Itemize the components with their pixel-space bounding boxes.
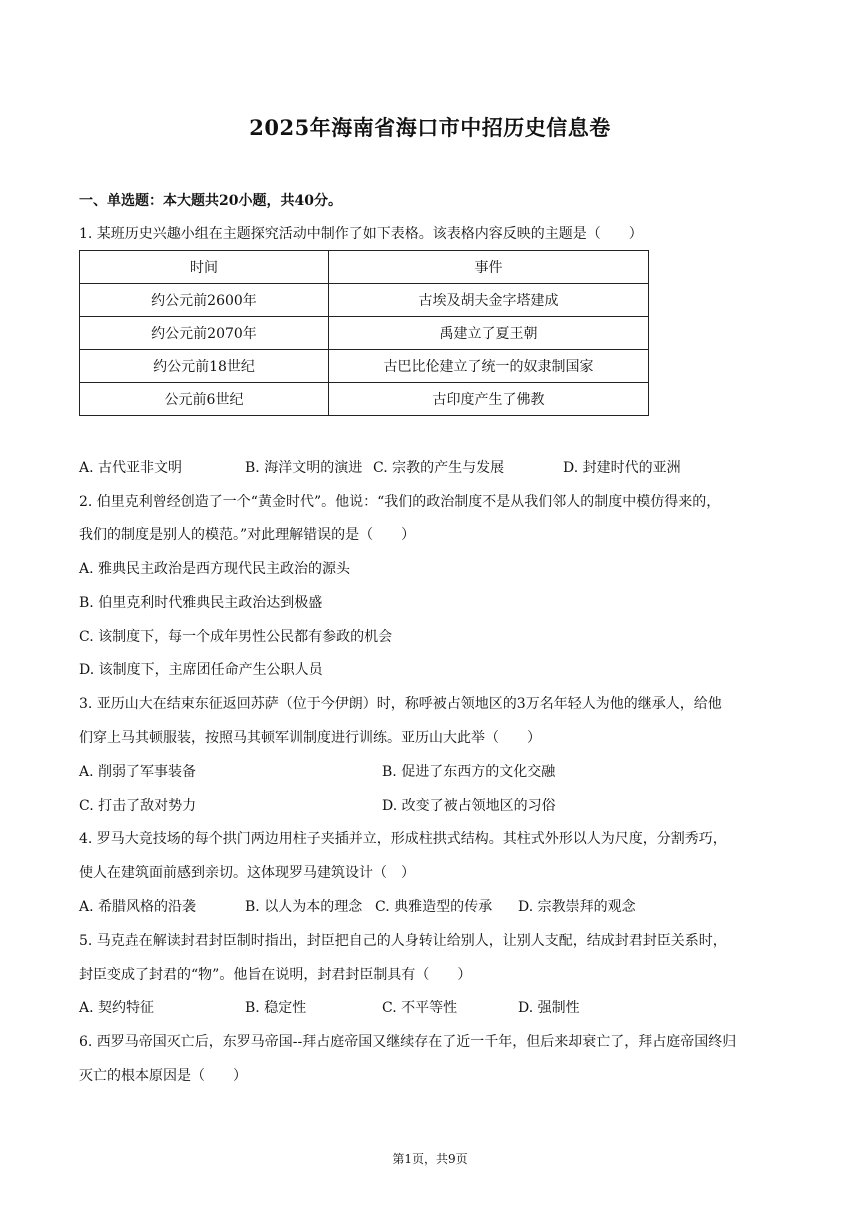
question-5-option-d: D. 强制性 [518, 1000, 580, 1016]
question-6-stem-line: 6. 西罗马帝国灭亡后，东罗马帝国--拜占庭帝国又继续存在了近一千年，但后来却衰亡了，拜占庭帝国终归 [79, 1034, 737, 1050]
table-cell: 约公元前2070年 [80, 317, 329, 350]
table-row [80, 284, 649, 317]
question-6-stem-line: 灭亡的根本原因是（ ） [79, 1068, 247, 1084]
question-5-stem-line: 封臣变成了封君的“物”。他旨在说明，封君封臣制具有（ ） [79, 967, 472, 983]
question-1-table [79, 250, 649, 416]
question-1-option-a: A. 古代亚非文明 [79, 460, 183, 476]
question-4-option-d: D. 宗教崇拜的观念 [518, 899, 636, 915]
question-1-option-c: C. 宗教的产生与发展 [373, 460, 505, 476]
question-3-option-a: A. 削弱了军事装备 [79, 764, 197, 780]
question-2-stem-line: 我们的制度是别人的模范。”对此理解错误的是（ ） [79, 527, 416, 543]
table-row [80, 383, 649, 416]
question-4-option-a: A. 希腊风格的沿袭 [79, 899, 197, 915]
table-cell: 禹建立了夏王朝 [329, 317, 649, 350]
table-row [80, 350, 649, 383]
question-5-option-b: B. 稳定性 [245, 1000, 307, 1016]
page-footer: 第1页，共9页 [392, 1152, 468, 1166]
question-2-option-d: D. 该制度下，主席团任命产生公职人员 [79, 662, 323, 678]
section-heading: 一、单选题：本大题共20小题，共40分。 [79, 193, 342, 209]
table-header-cell: 事件 [329, 251, 649, 284]
question-3-option-d: D. 改变了被占领地区的习俗 [382, 798, 556, 814]
page-title: 2025年海南省海口市中招历史信息卷 [249, 115, 611, 140]
question-1-stem: 1. 某班历史兴趣小组在主题探究活动中制作了如下表格。该表格内容反映的主题是（ ） [79, 226, 643, 242]
table-header-cell: 时间 [80, 251, 329, 284]
question-3-option-c: C. 打击了敌对势力 [79, 798, 197, 814]
question-3-stem-line: 3. 亚历山大在结束东征返回苏萨（位于今伊朗）时，称呼被占领地区的3万名年轻人为他的继承人，给他 [79, 696, 722, 712]
question-2-option-b: B. 伯里克利时代雅典民主政治达到极盛 [79, 595, 323, 611]
question-3-option-b: B. 促进了东西方的文化交融 [382, 764, 556, 780]
question-5-option-c: C. 不平等性 [382, 1000, 458, 1016]
question-5-stem-line: 5. 马克垚在解读封君封臣制时指出，封臣把自己的人身转让给别人，让别人支配，结成封君封臣关系时， [79, 933, 727, 949]
question-1-option-d: D. 封建时代的亚洲 [563, 460, 681, 476]
question-4-option-c: C. 典雅造型的传承 [375, 899, 493, 915]
table-cell: 公元前6世纪 [80, 383, 329, 416]
table-cell: 约公元前2600年 [80, 284, 329, 317]
question-1-option-b: B. 海洋文明的演进 [245, 460, 363, 476]
table-header-row [80, 251, 649, 284]
table-cell: 古巴比伦建立了统一的奴隶制国家 [329, 350, 649, 383]
table-cell: 古埃及胡夫金字塔建成 [329, 284, 649, 317]
table-cell: 约公元前18世纪 [80, 350, 329, 383]
question-4-stem-line: 4. 罗马大竞技场的每个拱门两边用柱子夹插并立，形成柱拱式结构。其柱式外形以人为尺度，分割秀巧， [79, 831, 727, 847]
question-5-option-a: A. 契约特征 [79, 1000, 155, 1016]
question-3-stem-line: 们穿上马其顿服装，按照马其顿军训制度进行训练。亚历山大此举（ ） [79, 730, 541, 746]
question-2-stem-line: 2. 伯里克利曾经创造了一个“黄金时代”。他说：“我们的政治制度不是从我们邻人的制度中模仿得来的， [79, 494, 721, 510]
table-row [80, 317, 649, 350]
question-2-option-c: C. 该制度下，每一个成年男性公民都有参政的机会 [79, 629, 393, 645]
question-4-option-b: B. 以人为本的理念 [245, 899, 363, 915]
table-cell: 古印度产生了佛教 [329, 383, 649, 416]
question-4-stem-line: 使人在建筑面前感到亲切。这体现罗马建筑设计（ ） [79, 865, 415, 881]
question-2-option-a: A. 雅典民主政治是西方现代民主政治的源头 [79, 561, 351, 577]
